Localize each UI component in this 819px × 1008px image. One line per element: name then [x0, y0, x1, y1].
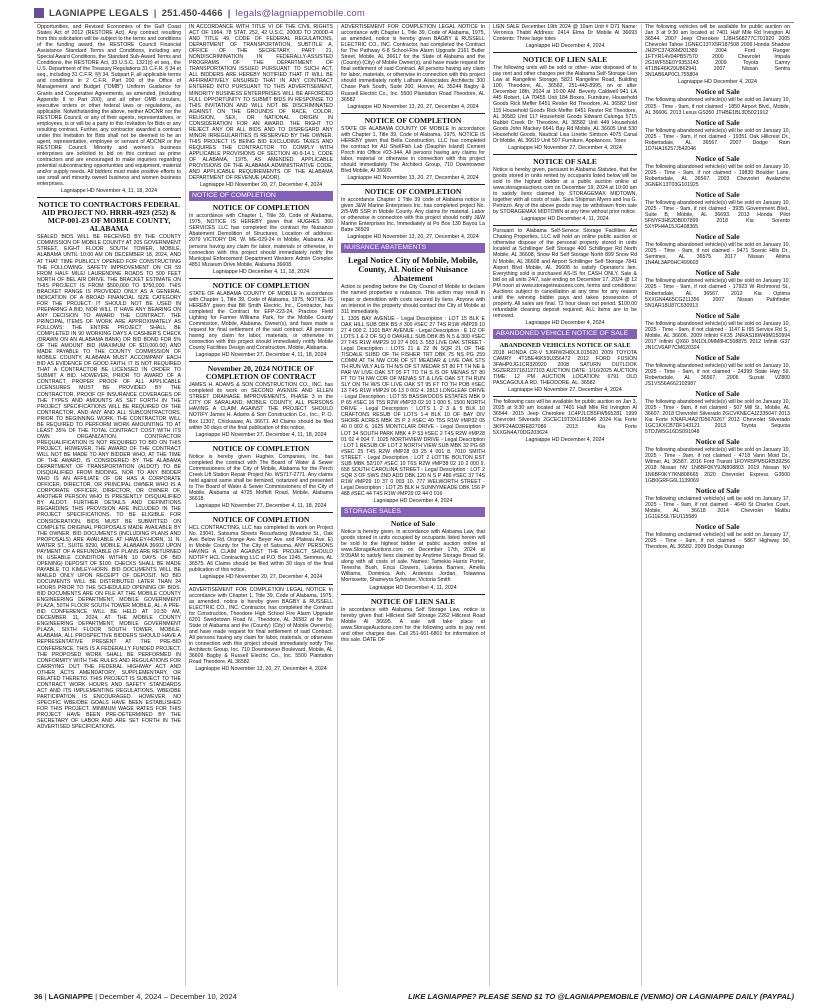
notice-text: Notice is hereby given Hughes Companies, Inc. has completed the contract with The Board of Water & Sewer Commissioners of the City of Mobile, Alabama for the Perch Creek Lift Station Repair Project No. WS717-2771. Any claims held against same shall be itemized, notarized and presented to The Board of Water & Sewer Commissioners of the City of Mobile, Alabama at 4725 Moffett Road, Mobile, Alabama 36618.: [189, 453, 333, 502]
notice-text: 1. 1305 BAY AVENUE - Legal Description : LOT 15 BLK E OAK HILL SUB DBK BS # 300 #SEC 27 T4S R1W #MP29 10 27 4 000 2. 1101 BAY AVENUE - Legal Description : E 1/2 OF LOTS 1 & 2 OF SQ 0 OAKHILL SUB DBK 85 N 5 & 300 #SEC 27 T4S R1W #MP29 10 27 4 001 3. 553 LIVE OAK STREET - Legal Description : LOTS 21 & 22 IN SQR 21 OF THE TISDALE SUBD OF TH FISHER TRT DBK 75 NS PG 259 COMM AT TH NW COR OF ST MEADAR & LIVE OAK STS TH RUN WLY ALG TH N/S OF ST MEDAR ST 80 FT TH NE & PAR W/ LIVE OAK ST 95 FT TO TH S /S OF MENAS ST 80 FT TO TH NW COR OF MENAS ST & LIVE OAK ST TH RUN SLY ON TH W/S OF LIVE OAK ST 95 FT TO TH POB #SEC 13 T4S R1W #MP29 06 13 0 002 4. 2813 LONGLEAF DRIVE - Legal Description : LOT 55 BASSWOODS ESTATES MBK 9 P 65 #SEC 16 T5S R2W #MP33 02 10 1 000 5. 1500 NORTH DRIVE - Legal Description : LOTS 1 2 3 & 5 BLK 10 CRAFTONS RESUB OF LOTS 1-4 BLK 10 OF BAY DIV SHORE ACRES MBK 25 P 2 #SEC 40 T5S R1W #MP32 05 40 0 002 6. 1625 MONTCLAIR DRIVE - Legal Description : LOT 34 SOUTH PARK MBK 4 P 53 #SEC 2 T4S R2W #MP28 01 02 4 004 7. 1025 NORTHVIEW DRIVE - Legal Description : LOT 1 RESUB OF LOT 2 NORTH VIEW SUB MBK 32 PG 68 #SEC 25 T4S R2W #MP28 03 25 4 001 8. 7010 SMITH STREET - Legal Description : LOT 2 LOTTIE BOLTON EST SUB MBK 52/107 #SEC 10 T6S R2W #MP38 02 10 2 000 9. 658 SOUTH CAROLINA STREET - Legal Description : LOT 2 SQR 3 OF SWS 2ND ADD DBK 120 N S P 486 #SEC 37 T4S R1W #MP29 10 37 0 003 10. 777 WELWORTH STREET - Legal Description : LOT 25 BLK H SUNNYMEADE DBK 156 P 488 #SEC 44 T4S R1W #MP29 02 44 0 016: [341, 315, 485, 497]
notice-heading: NOTICE OF COMPLETION: [212, 515, 310, 525]
notice-text: Notice is hereby given, in accordance with Alabama Law, that goods stored in units occupied by occupants listed herein will be sold to the highest bidder at public auction online at www.StorageAuctions.com on December 17th, 2024 at 9:00AM to satisfy liens claimed by Anytime Storage Broad St. along with all costs of sale. Names: Tamekia Harris Porter, Tenesha Bush, Erica Clowers, Lakeisa Barnes, Amelia Williams, Dominica Ash, Ardennis Jordan, Tolawnna Morrissette, Shameyra Sylvester, Victoria Smith: [341, 529, 485, 584]
column-2: [186, 24, 338, 986]
divider: [189, 512, 333, 513]
notice-heading: NOTICE OF COMPLETION: [364, 187, 462, 197]
notice-text: The following unclaimed vehicle(s) will be sold on January 17, 2025 - Time - 9am, if not claimed - 5867 Highway 90, Theodore, AL 36582. 2009 Dodge Durango: [645, 531, 790, 550]
page-footer: [34, 990, 794, 1002]
divider: [189, 361, 333, 362]
notice-publication-line: Lagniappe HD November 4, 11, 18, 2024: [60, 188, 158, 195]
notice-publication-line: Lagniappe HD December 4, 11, 2024: [521, 216, 609, 223]
notice-text: The following abandoned vehicle(s) will be sold on January 10, 2025 - Time - 9am, if not claimed - 19830 Boulder Lane, Robertsdale, AL 36567. 2003 Chevrolet Avalanche 3GNEK13T03G101925: [645, 163, 790, 188]
notice-publication-line: Lagniappe HD November 13, 20, 27, December 4, 2024: [347, 103, 479, 110]
notice-heading: NOTICE OF COMPLETION: [212, 280, 310, 290]
notice-heading: NOTICE OF SALE: [533, 156, 597, 166]
notice-heading: ABANDONED VEHICLES NOTICE OF SALE: [499, 342, 631, 350]
divider: [493, 52, 637, 53]
notice-text: JAMES H. ADAMS & SON CONSTRUCTION CO., INC. has completed its work on SECOND AVENUE AND ELLEN STREET DRAINAGE IMPROVEMENTS, PHASE 3 in the CITY OF SARALAND, MOBILE COUNTY, ALL PERSONS HAVING A CLAIM AGAINST THE PROJECT SHOULD NOTIFY James H. Adams & Son Construction Co., Inc., P. O. Box 11307, Chickasaw, AL 36671. All Claims should be filed within 30 days of the final publication of this notice.: [189, 382, 333, 431]
section-banner: NOTICE OF COMPLETION: [189, 191, 333, 201]
notice-text: Action is pending before the City Council of Mobile to declare the named properties a nuisance. This action may result in repair or demolition with costs secured by liens. Anyone with an interest in the property should contact the City of Mobile at 311 immediately.: [341, 284, 485, 315]
notice-text: In accordance Chapter 1 Title 39 code of Alabama notice is given J&W Marine Enterprises Inc. has completed project No. 2/5-WB SSR in Mobile County. Any claims for material, Labor or otherwise in connection with this project should notify J&W Marine Enterprises Inc. Immediately at Po Box 130 Bayou La Batre 36509: [341, 197, 485, 234]
notice-publication-line: Lagniappe HD November 20, 27, December 4, 2024: [199, 182, 323, 189]
notice-heading: Notice of Sale: [695, 521, 740, 531]
page-header: [34, 6, 794, 20]
notice-heading: NOTICE OF COMPLETION: [364, 115, 462, 125]
column-1: [34, 24, 186, 986]
section-banner: ABANDONED VEHICLE NOTICE OF SALE: [493, 329, 637, 339]
divider: [493, 154, 637, 155]
footer-folio: 36 | LAGNIAPPE | December 4, 2024 – December 10, 2024: [34, 991, 237, 1001]
notice-publication-line: Lagniappe HD November 27, December 4, 11, 18, 2024: [195, 503, 327, 510]
notice-text: SEALED BIDS WILL BE RECEIVED BY THE COUNTY COMMISSION OF MOBILE COUNTY AT 205 GOVERNMENT STREET, EIGHT FLOOR SOUTH TOWER, MOBILE, ALABAMA UNTIL 10:00 AM ON DECEMBER 18, 2024, AND AT THAT TIME PUBLICLY OPENED FOR CONSTRUCTING THE FOLLOWING: SAFETY IMPROVEMENT ON CR 59 FROM HALF MILE/ LAURENDINE ROADS TO 500 FEET NORTH OF BEL AIR DRIVE. THE BRACKET ESTIMATE ON THIS PROJECT IS FROM $500,000 TO $750,000. THIS BRACKET RANGE IS PROVIDED ONLY AS A GENERAL INDICATION OF A BROAD FINANCIAL SIZE CATEGORY FOR THE PROJECT. IT SHOULD NOT BE USED IN PREPARING A BID, NOR WILL IT HAVE ANY BEARING ON ANY DECISION TO AWARD THE CONTRACT. THE PRINCIPAL ITEMS OF WORK ARE APPROXIMATELY AS FOLLOWS: THE ENTIRE PROJECT SHALL BE COMPLETED IN 90 WORKING DAYS A CASHIER'S CHECK (DRAWN ON AN ALABAMA BANK) OR BID BOND FOR 5% OF THE AMOUNT BID (MAXIMUM OF $10,000.00) AND MADE PAYABLE TO THE COUNTY COMMISSION OF MOBILE COUNTY, ALABAMA MUST ACCOMPANY EACH BID AS EVIDENCE OF GOOD FAITH. IT IS NOT REQUIRED THAT A CONTRACTOR BE LICENSED IN ORDER TO SUBMIT A BID. HOWEVER, PRIOR TO AWARD OF A CONTRACT, PROPER PROOF OF ALL APPLICABLE LICENSURES MUST BE PROVIDED BY THE CONTRACTOR. PROOF OF INSURANCE COVERAGES OF THE TYPES AND AMOUNTS AS SET FORTH IN THE PROJECT SPECIFICATIONS WILL BE REQUIRED OF THE CONTRACTOR, AND ANY AND ALL SUBCONTRACTORS, PRIOR TO BEGINNING WORK. THE CONTRACTOR WILL BE REQUIRED TO PERFORM WORK AMOUNTING TO AT LEAST 35% OF THE TOTAL CONTRACT COST WITH ITS OWN ORGANIZATION. CONTRACTOR PREQUALIFICATION IS NOT REQUIRED TO BID ON THIS PROJECT. HOWEVER, THE AWARD OF THE CONTRACT WILL NOT BE MADE TO ANY BIDDER WHO, AT THE TIME OF THE AWARD, IS CONSIDERED BY THE ALABAMA DEPARTMENT OF TRANSPORTATION (ALDOT) TO BE DISQUALIFIED FROM BIDDING, NOR TO ANY BIDDER WHO IS AN AFFILIATE OF OR HAS A CORPORATE OFFICER, DIRECTOR, OR PRINCIPAL OWNER WHO IS A CORPORATE OFFICER, DIRECTOR, OR OWNER OF, ANOTHER PERSON WHO IS PRESENTLY DISQUALIFIED BY ALDOT. FURTHER DETAILS AND DEFINITIONS REGARDING THIS PROVISION ARE INCLUDED IN THE PROJECT SPECIFICATIONS. TO BE ELIGIBLE FOR CONSIDERATION, BIDS MUST BE SUBMITTED ON COMPLETE ORIGINAL PROPOSALS MADE AVAILABLE BY THE OWNER. BID DOCUMENTS (INCLUDING PLANS AND PROPOSALS) ARE AVAILABLE AT HAWLEY-HORN, 11 N. WATER ST., SUITE 9290, MOBILE, ALABAMA 36602 UPON PAYMENT OF A REFUNDABLE (IF PLANS ARE RETURNED IN USEABLE CONDITION WITHIN 10 DAYS OF BID OPENING) DEPOSIT OF $100. CHECKS SHALL BE MADE PAYABLE TO KIMLEY-HORN. BID DOCUMENTS WILL BE MAILED ONLY UPON RECEIPT OF DEPOSIT. NO BID DOCUMENTS WILL BE DISTRIBUTED LATER THAN 24 HOURS PRIOR TO THE SCHEDULED OPENING OF BIDS. BID DOCUMENTS ARE ON FILE AT THE MOBILE COUNTY ENGINEERING DEPARTMENT, MOBILE GOVERNMENT PLAZA, 50TH FLOOR SOUTH TOWER MOBILE, AL. A PRE-BID CONFERENCE WILL BE HELD AT 10:30 AM, DECEMBER 11, 2024, AT THE MOBILE COUNTY ENGINEERING DEPARTMENT, MOBILE GOVERNMENT PLAZA, SIXTH FLOOR SOUTH TOWER, MOBILE, ALABAMA. ALL PROSPECTIVE BIDDERS SHOULD HAVE A REPRESENTATIVE PRESENT AT THE PRE-BID CONFERENCE. THIS IS A FEDERALLY FUNDED PROJECT. THE PROPOSED WORK SHALL BE PERFORMED IN CONFORMITY WITH THE RULES AND REGULATIONS FOR CARRYING OUT THE FEDERAL HIGHWAY ACT AND OTHER ACTS AMENDATORY, SUPPLEMENTARY, OR RELATED THERETO. THIS PROJECT IS SUBJECT TO THE CONTRACT WORK HOURS AND SAFETY STANDARDS ACT AND ITS IMPLEMENTING REGULATIONS. WBE/DBE PARTICIPATION IS ENCOURAGED. HOWEVER, NO SPECIFIC WBE/DBE GOALS HAVE BEEN ESTABLISHED FOR THIS PROJECT. MINIMUM WAGE RATES FOR THIS PROJECT HAVE BEEN PRE-DETERMINED BY THE SECRETARY OF LABOR AND ARE SET FORTH IN THE ADVERTISED SPECIFICATIONS.: [37, 234, 181, 731]
header-separator: |: [227, 7, 231, 19]
notice-publication-line: Lagniappe HD December 4, 2024: [373, 498, 453, 505]
notice-text: 2018 HONDA CR-V 5J6RW2H8XJL015620 2009 TOYOTA CAMRY 4T1BE46K59U356472 2012 FORD FUSION 3FAHP0JG1CR320920 2008 SATURN OUTLOOK 5GZER23718J127103 AUCTION DATE: 1/16/2025 AUCTION TIME: 12 PM AUCTION LOCATION: 6791 OLD PASCAGOULA RD. THEODORE, AL. 36582: [493, 350, 637, 387]
notice-heading: Notice of Sale: [695, 485, 740, 495]
notice-text: LIEN SALE December 19th 2024 @ 10am Unit # D71 Name: Veronica Thabit Address: 2414 Elma Dr Mobile Al 36693 Contents: Three large totes: [493, 24, 637, 43]
notice-publication-line: Lagniappe HD November 13, 20, 27, December 4, 2024: [347, 175, 479, 182]
notice-heading: Notice of Sale: [695, 389, 740, 399]
notice-publication-line: Lagniappe HD November 27, December 4, 11, 18, 2024: [195, 352, 327, 359]
notice-publication-line: Lagniappe HD November 27, December 4, 11, 18, 2024: [195, 431, 327, 438]
notice-text: The following abandoned vehicle(s) will be sold on January 10, 2025 - Time - 9am, if not claimed - 3935 Government Blvd., Suite B, Mobile, AL 36693. 2013 Honda Pilot 5FNYF3H52DB007899 2018 Kia Sorento 5XYPH4A15JG408365: [645, 199, 790, 231]
header-rule: [34, 22, 794, 23]
notice-publication-line: Lagniappe HD November 20, 27, December 4, 2024: [199, 574, 323, 581]
notice-heading: Notice of Sale: [695, 352, 740, 362]
notice-text: The following abandoned vehicle(s) will be sold on January 10, 2025 - Time - 9am, if not claimed - 1850 Airport Blvd., Mobile, AL 36606. 2013 Lexus GS350 JTHBE1BL3D5021912: [645, 97, 790, 116]
column-3: [338, 24, 490, 986]
header-phone: 251.450-4466: [161, 7, 223, 19]
notice-text: ADVERTISEMENT FOR COMPLETION LEGAL NOTICE In accordance with Chapter 1, Title 39, Code of Alabama, 1975, as amended, notice is hereby given BAGBY & RUSSELL ELECTRIC CO., INC. Contractor, has completed the Contract for The Pathway 6-8 School-Fire Alarm Upgrade 2161 Butler Street, Mobile, AL 36617 for the State of Alabama and the (County) (City) of Mobile Owner(s), and have made request for final settlement of said Contract. All persons having any claim for labor, materials, or otherwise in connection with this project should immediately notify Latham Associates Architects 300 Chase Park South, Suite 200, Hoover, AL 35244 Bagby & Russell Electric Co., Inc. 5500 Plantation Road Theodore, AL 36582: [341, 24, 485, 103]
notice-heading: NOTICE OF LIEN SALE: [370, 596, 456, 606]
section-banner: STORAGE SALES: [341, 507, 485, 517]
notice-text: Pursuant to Alabama Self-Service Storage Facilities Act Chasing Properties, LLC will hold an online public auction or otherwise dispose of the personal property stored in units located at Schillinger Self Storage 400 Schillinger Rd North Mobile, AL 36608, Snow Rd Self Storage North 899 Snow Rd N Mobile, AL 36608 and Airport Schillinger Self Storage 7841 Airport Blvd Mobile, AL 36608 to satisfy Operator's lien. Everything sold is purchased AS-IS for CASH ONLY. Sale & bid on all units 24/7, sale ending on December 17, 2024 @ 12 PM noon at www.storagetreasures.com, terms and conditions: Auctions subject to cancellation at any time for any reason until the winning bidder pays and takes possession of property. All sales are final. 72 hour clean out period. $100.00 refundable cleaning deposit required; ALL items are to be removed.: [493, 228, 637, 319]
notice-text: STATE OF ALABAMA COUNTY OF MOBILE In accordance with Chapter 1, Title 39, Code of Alabama, 1975, NOTICE IS HEREBY given that Bella Construction, LLC has completed the contract for AU ShellFish Lab (Dauphin Island) Cement Porch into Office #23-344. All persons having any claims for labor, material or otherwise in connection with this project should immediately The Architect Group, 710 Downtowner Blvd Mobile, Al 36609.: [341, 125, 485, 174]
notice-text: In accordance with Chapter 1, Title 39, Code of Alabama, 1975, NOTICE IS HEREBY given that HUGHES 360 SERVICES LLC has completed the contract for Nuisance Abatement Demolition of Structures, Location of address: 2079 VICTORY DR. W. ME-029-24 in Mobile, Alabama. All persons having any claim for labor, materials or otherwise, in connection with this project should immediately notify the Municipal Enforcement Department Western Admin Complex 4851 Museum Drive Mobile, Alabama 36608.: [189, 213, 333, 268]
notice-heading: Notice of Sale: [695, 437, 740, 447]
section-banner: NUISANCE ABATEMENTS: [341, 243, 485, 253]
notice-heading: Notice of Sale: [390, 519, 436, 529]
notice-publication-line: Lagniappe HD December 4, 11, 2024: [369, 584, 457, 591]
divider: [341, 594, 485, 595]
column-4: [490, 24, 642, 986]
notice-publication-line: Lagniappe HD November 27, December 4, 2024: [508, 144, 622, 151]
notice-text: ADVERTISEMENT FOR COMPLETION LEGAL NOTICE In accordance with Chapter 1, Title 39, Code of Alabama, 1975, as amended, notice is hereby given BAGBY & RUSSELL ELECTRIC CO., INC. Contractor, has completed the Contract for Construction, Theodore High School Fire Alarm Upgrade 6201 Swedetown Road N., Theodore, AL 36582 at for the State of Alabama and the (County) (City) of Mobile Owner(s), and have made request for final settlement of said Contract. All persons having any claim for labor, materials, or otherwise in connection with this project should immediately notify The Architects Group, Inc. 710 Downtowner Boulevard, Mobile, AL 36609 Bagby & Russell Electric Co., Inc. 5500 Plantation Road Theodore, AL 36582: [189, 586, 333, 666]
notice-heading: Notice of Sale: [695, 189, 740, 199]
divider: [493, 225, 637, 226]
divider: [37, 197, 181, 198]
notice-text: The following abandoned vehicle(s) will be sold on January 10, 2025 - Time - 9am, if not claimed - 9471 Scenic Hills Dr., Semmes, AL 36575. 2017 Nissan Altima 1N4AL3AP0HC499603: [645, 242, 790, 267]
notice-heading: Legal Notice City of Mobile, Mobile, County, AL Notice of Nuisance Abatement: [347, 256, 479, 284]
notice-heading: Notice of Sale: [695, 232, 740, 242]
notice-text: The following abandoned vehicle(s) will be sold on January 10, 2025 - Time - 9am, if not claimed - 507 Mill St., Mobile, AL 36607. 2018 Chevrolet Silverado 2GCVKNEC4JZ335047 2013 Kia Forte KNAFU4A27D5670267 2013 Chevrolet Silverado 1GC1KXCB7DF143121 2013 Toyota Sequoia 5TDJW5G16DS091048: [645, 399, 790, 436]
notice-publication-line: Lagniappe HD December 4, 11, 18, 2024: [212, 268, 310, 275]
notice-text: In accordance with Alabama Self Storage Law, notice is hereby given that: Hillcrest Self Storage 2262 Hillcrest Road Mobile Al 36695. A sale will take place at www.StorageAuctions.com for the following units to pay rent and other charges due. Call 251-661-6801 for information of this sale. DATE OF: [341, 606, 485, 643]
notice-publication-line: Lagniappe HD December 4, 2024: [525, 436, 605, 443]
notice-text: IN ACCORDANCE WITH TITLE VI OF THE CIVIL RIGHTS ACT OF 1964, 78 STAT. 252, 42 U.S.C. 2000D TO 2000D-4 AND TITLE 49, CODE OF FEDERAL REGULATIONS, DEPARTMENT OF TRANSPORTATION, SUBTITLE A, OFFICE OF THE SECRETARY, PART 21, NONDISCRIMINATION IN FEDERALLY-ASSISTED PROGRAMS OF THE DEPARTMENT OF TRANSPORTATION ISSUED PURSUANT TO SUCH ACT, ALL BIDDERS ARE HEREBY NOTIFIED THAT IT WILL BE AFFIRMATIVELY ENSURED THAT IN ANY CONTRACT ENTERED INTO PURSUANT TO THIS ADVERTISEMENT, MINORITY BUSINESS ENTERPRISES WILL BE AFFORDED FULL OPPORTUNITY TO SUBMIT BIDS IN RESPONSE TO THIS INVITATION AND WILL NOT BE DISCRIMINATED AGAINST ON THE GROUNDS OF RACE, COLOR, RELIGION, SEX, OR NATIONAL ORIGIN IN CONSIDERATION FOR AN AWARD. THE RIGHT TO REJECT ANY OR ALL BIDS AND TO DISREGARD ANY MINOR IRREGULARITIES IS RESERVED BY THE OWNER. THIS PROJECT IS BEING BID EXCLUDING TAXES AND REQUIRES THE CONTRACTOR TO COMPLY WITH APPLICABLE PROVISIONS OF SECTION 40-9-14.1, CODE OF ALABAMA, 1975, AS AMENDED. APPLICABLE PROVISIONS OF THE ALABAMA ADMINISTRATIVE CODE, AND APPLICABLE REQUIREMENTS OF THE ALABAMA DEPARTMENT OF REVENUE (ADOR).: [189, 24, 333, 182]
notice-heading: NOTICE TO CONTRACTORS FEDERAL AID PROJECT NO. HRRR-4923 (252) & MCP-001-23 OF MOBILE COUNTY, ALABAMA: [38, 200, 180, 234]
notice-heading: Notice of Sale: [695, 87, 740, 97]
header-email-link[interactable]: legals@lagniappemobile.com: [235, 7, 366, 19]
notice-heading: Notice of Sale: [695, 117, 740, 127]
notice-publication-line: Lagniappe HD December 4, 2024: [525, 319, 605, 326]
issue-dates: December 4, 2024 – December 10, 2024: [99, 991, 237, 1001]
divider: [493, 396, 637, 397]
notice-text: The following abandoned vehicle(s) will be sold on January 10, 2025 - Time - 9am, if not claimed - 24399 State Hwy 59, Robertsdale, AL 36567. 2006 Suzuki VZ800 JS1VS56A662102987: [645, 362, 790, 388]
notice-heading: NOTICE OF LIEN SALE: [522, 55, 608, 65]
divider: [341, 113, 485, 114]
divider: [341, 184, 485, 185]
notice-text: The following unclaimed vehicle(s) will be sold on January 17, 2025 - Time - 9am, if not claimed - 4640 St Charles Court, Mobile, AL 36618 2014 Chevrolet Malibu 1G11E5SL7EU115589: [645, 495, 790, 520]
column-5: [642, 24, 794, 986]
notice-heading: NOTICE OF COMPLETION: [212, 443, 310, 453]
notice-publication-line: Lagniappe HD November 27, December 4, 2024: [508, 387, 622, 394]
notice-text: The following abandoned vehicle(s) will be sold on January 10, 2025 - Time - 9am, if not claimed - 17923 W Richmond St., Robertsdale, AL 36567. 2012 Kia Optima 5XXGN4A65CG211356 2007 Nissan Pathfinder 5N1AR18U87C630913: [645, 278, 790, 309]
header-separator: |: [153, 7, 157, 19]
notice-publication-line: Lagniappe HD November 13, 20, 27, December 4, 2024: [195, 666, 327, 673]
notice-heading: Notice of Sale: [695, 268, 740, 278]
notice-heading: November 20, 2024 NOTICE OF COMPLETION OF CONTRACT: [205, 364, 317, 382]
notice-text: The following cars will be available for public auction on Jan 3, 2025 at 9:30 am located at 7401 Half Mile Rd Irvington Al 36544. 2015 Jeep Cherokee 1C4PJLCB5FW565281 1999 Chevrolet Silverado 2GCEC19T3X1165846 2024 Kia Forte 3KPF24AD3RE827086 2013 Kia Forte 5XXGN4A70DG203624: [493, 399, 637, 436]
notice-text: Notice is hereby given, pursuant to Alabama Statutes, that the goods stored in units rented by occupants listed below will be sold to the highest bidder at a public auction online at www.storageauctions.com on December 19, 2024 at 10:00 am to satisfy liens claimed by STORAGEMAX MIDTOWN, together with all costs of sale. Sara Shipman Myers and Ina G. Petrizzo. Any of the above goods may be withdrawn from sale by STORAGEMAX MIDTOWN at any time without prior notice.: [493, 166, 637, 216]
legals-columns: [34, 24, 794, 986]
divider: [189, 278, 333, 279]
notice-text: STATE OF ALABAMA COUNTY OF MOBILE In accordance with Chapter 1, Title 39, Code of Alabama, 1975, NOTICE IS HEREBY given that Bill Smith Electric, Inc., Contractor, has completed the Contract for EFP-223-24, Practice Field Lighting for Farmer Williams Park, for the Mobile County Commission, Mobile, Alabama, Owner(s), and have made a request for final settlement of the said contract. All persons having any claim for labor, materials, or otherwise in connection with this project should immediately notify Mobile County Facilities Design and Construction, Mobile, Alabama.: [189, 290, 333, 352]
footer-promo: LIKE LAGNIAPPE? PLEASE SEND $1 TO @LAGNIAPPEMOBILE (VENMO) OR LAGNIAPPE DAILY (PAYPAL): [408, 991, 794, 1001]
notice-publication-line: Lagniappe HD November 13, 20, 27, December 4, 2024: [347, 234, 479, 241]
notice-heading: Notice of Sale: [695, 153, 740, 163]
notice-text: The following abandoned vehicle(s) will be sold on January 10, 2025 - Time - 9am, if not claimed - 4718 Vann Moid Dr., Wilmer, AL 36587. 2016 Ford Transit 1FDYR5PM5GKB39256 2018 Nissan NV 1N6BF0KY9JN808803 2019 Nissan NV 1N6BF0KY7KN808665 2020 Chevrolet Express G3500 1GB0GRFG6L1139069: [645, 447, 790, 484]
notice-text: Opportunities, and Revised Economies of the Gulf Coast States Act of 2012 (RESTORE Act). Any contract resulting from this solicitation will be subject to the terms and conditions of the funding award, the RESTORE Council Financial Assistance Standard Terms and Conditions, including any Special Award Conditions, the Standard Sub-Award Terms and Conditions, the RESTORE Act, 33 U.S.C. 1321(t) et seq., the U.S. Department of the Treasury Regulations 31 C.F.R. § 34 et seq., including 31 C.F.R. §§ 34, Subpart F, all applicable terms and conditions in 2 C.F.R. Part 200 of the Office of Management and Budget ("OMB") Uniform Guidance for Grants and Cooperative Agreements, as amended, (including Appendix II to Part 200), and all other OMB circulars, executive orders or other federal laws or regulations, as applicable. Notwithstanding the above, neither ADCNR nor the RESTORE Council, or any of their agents, representatives, or employees, is or will be a party to this Invitation for Bids or any resulting contract. Further, any contractor awarded a contract under this Invitation for Bids shall not be deemed to be an agent, representative, employee or servant of ADCNR or the RESTORE Council. Minority and women's business enterprises are solicited to bid on this contract as prime contractors and are encouraged to make inquiries regarding potential subcontracting opportunities and equipment, material and/or supply needs. All bidders must make positive efforts to use small and minority owned business and women business enterprises.: [37, 24, 181, 188]
page-number: 36: [34, 991, 43, 1001]
notice-heading: Notice of Sale: [695, 310, 740, 320]
divider: [189, 584, 333, 585]
notice-publication-line: Lagniappe HD December 4, 2024: [525, 43, 605, 50]
notice-text: HCL CONTRACTING, LLC has completed its work on Project No. 23041, Satsuma Streets Resurfacing (Meadow St., Oak Ave. Below Rd. Orange Ave. Beyer Ave. and Plateau Ave. E) in Mobile County for The City of Satsuma. ANY PERSONS HAVING A CLAIM AGAINST THE PROJECT SHOULD NOTIFY HCL Contracting LLC at P.O. Box 1245, Semmes, AL 36575. All Claims should be filed within 30 days of the final publication of this notice.: [189, 525, 333, 574]
divider: [189, 441, 333, 442]
notice-text: The following vehicles will be available for public auction on Jan 3 at 9:30 am located at 7401 Half Mile Rd Irvington Al 36544. 2007 Jeep Cherokee 1J8HS68277C701920 2005 Chevrolet Tahoe 1GNEC13TX5R187508 2006 Honda Shadow JH2PC37426M201389 2004 Ford Ranger 1FTYR14V04PB57570 2000 Chevrolet Impala 2G1WF55E0Y9353143 2009 Toyota Camry 4T1BE46K29U862941 2007 Nissan Sentra 3N1AB6AP0CL755804: [645, 24, 790, 79]
notice-publication-line: Lagniappe HD December 4, 2024: [678, 79, 757, 86]
notice-text: The following units will be sold or other- wise disposed of to pay rent and other charges per the Alabama Self-Storage Lien Law at Rangeline Storage, 5821 Rangeline Road, Building 100, Theodore, AL, 36582, 251-443-8995, on or after December 18th, 2024 at 10:00 AM. Beverly Caldwell 941 LA 445 Robert, LA 70455 Unit 184 Boxes, Furniture, Household Goods Rick Meffer 6451 Rester Rd Theodore, AL 36582 Unit 115 Household Goods Rick Meffer 6451 Rester Rd Theodore, AL 36582 Unit 117 Household Goods Edward Calunga 5715 Rabbit Creek Dr Theodore, AL 36582 Unit 449 Household Goods John Mackey 6641 Bay Rd Mobile, AL 36605 Unit 530 Household Goods, Nautical Lisa Linette Simison 4075 Canal Dr Mobile, AL 36619 Unit 507 Furniture, Appliances, Totes: [493, 65, 637, 144]
brand-square-icon: [34, 8, 44, 18]
notice-heading: NOTICE OF COMPLETION: [212, 203, 310, 213]
notice-text: The following abandoned vehicle(s) will be sold on January 10, 2025 - Time - 9am, if not claimed - 19351 Oak Hillcrest Dr., Robertsdale, AL 36567. 2007 Dodge Ram 1D7HA16257J542046: [645, 127, 790, 152]
notice-text: The following abandoned vehicle(s) will be sold on January 10, 2025 - Time - 9am, if not claimed - 1147 E I65 Service Rd S., Mobile, AL 36606. 2009 Infiniti FX35 JNRAS18W49M150994 2017 Infiniti QX60 5N1DL0MM8HC508875 2012 Infiniti G37 JN1CV6AP7CM620324: [645, 320, 790, 351]
publication-name: LAGNIAPPE: [48, 991, 93, 1001]
section-title: LAGNIAPPE LEGALS: [49, 7, 149, 19]
